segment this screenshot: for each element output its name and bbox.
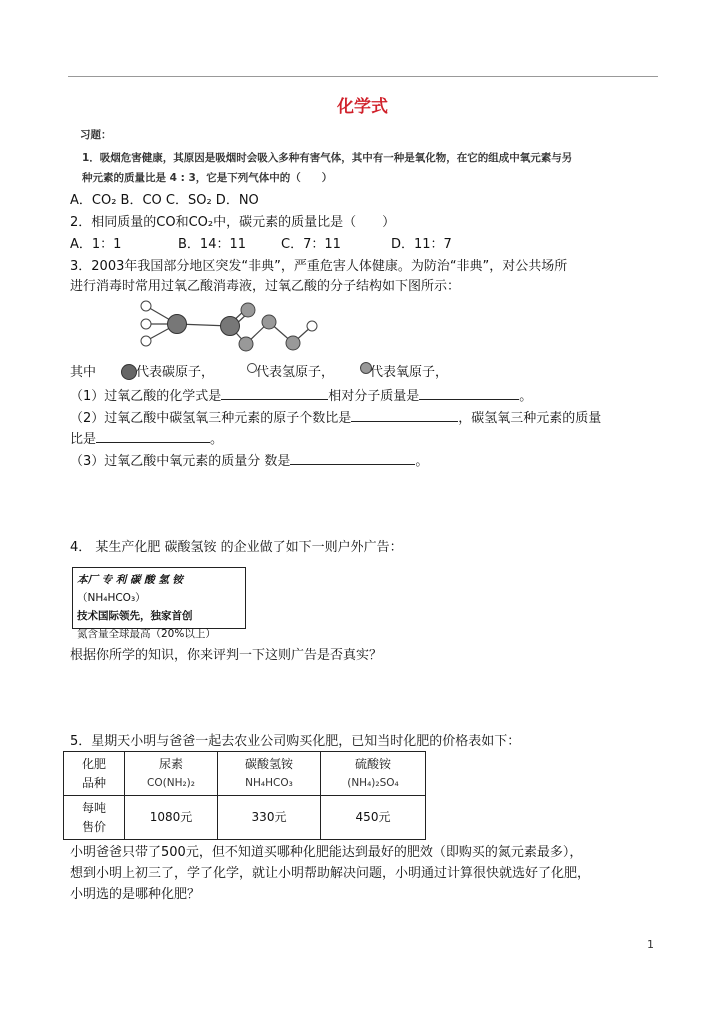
q3-sub1-formula-label: （1）过氧乙酸的化学式是: [70, 389, 222, 404]
ad-line2: 技术国际领先，独家首创: [77, 610, 193, 622]
q3-sub2: [70, 408, 601, 428]
q3-legend-hydrogen: 代表氢原子，: [256, 365, 335, 380]
q3-sub2-cont: [70, 429, 223, 449]
q2-option-c: C．7：11: [281, 237, 341, 252]
table-header-ammonium-sulfate: [321, 752, 426, 796]
q1-options: A．CO₂ B．CO C．SO₂ D．NO: [70, 193, 259, 208]
q3-sub2-cont-label: 比是: [70, 432, 97, 447]
urea-name: 尿素: [158, 756, 183, 771]
molecule-structure-diagram: [130, 298, 330, 356]
q3-sub2-ratio-label: （2）过氧乙酸中碳氢氧三种元素的原子个数比是: [70, 411, 352, 426]
q2-option-a: A．1：1: [70, 237, 122, 252]
q3-sub1: [70, 386, 532, 406]
q3-sub2-end: 。: [210, 432, 224, 447]
table-header-label: [64, 752, 125, 796]
advertisement-box: [72, 567, 246, 640]
header-rule: [68, 76, 658, 77]
q1-line1: 1．吸烟危害健康，其原因是吸烟时会吸入多种有害气体，其中有一种是氧化物，在它的组成中氧元素与另: [82, 152, 573, 164]
q2-text: 2．相同质量的CO和CO₂中，碳元素的质量比是（ ）: [70, 215, 396, 230]
table-price-label: [64, 796, 125, 840]
q3-mass-ratio-blank[interactable]: [96, 429, 210, 443]
q5-line3: 小明选的是哪种化肥？: [70, 887, 201, 902]
ad-line1-formula: （NH₄HCO₃）: [77, 592, 146, 604]
q3-legend-carbon: 代表碳原子，: [136, 365, 215, 380]
sulfate-name: 硫酸铵: [354, 756, 391, 771]
q3-mass-blank[interactable]: [419, 386, 519, 400]
price-label-line1: 每吨: [81, 800, 106, 815]
q4-question: 根据你所学的知识，你来评判一下这则广告是否真实？: [70, 648, 383, 663]
q3-sub1-end: 。: [519, 389, 533, 404]
q3-oxygen-fraction-blank[interactable]: [290, 451, 415, 465]
ad-line1-text: 本厂 专 利 碳 酸 氢 铵: [77, 574, 183, 586]
q5-intro: 5．星期天小明与爸爸一起去农业公司购买化肥，已知当时化肥的价格表如下：: [70, 734, 521, 749]
header-label-line1: 化肥: [81, 756, 106, 771]
table-row: [64, 752, 426, 796]
bicarbonate-formula: NH₄HCO₃: [245, 776, 293, 789]
q5-line1: 小明爸爸只带了500元，但不知道买哪种化肥能达到最好的肥效（即购买的氮元素最多），: [70, 845, 583, 860]
q3-legend-oxygen: 代表氧原子，: [370, 365, 449, 380]
q3-formula-blank[interactable]: [221, 386, 328, 400]
price-label-line2: 售价: [81, 819, 106, 834]
urea-price: 1080元: [125, 796, 218, 840]
sulfate-price: 450元: [321, 796, 426, 840]
carbon-atom-icon: [121, 362, 137, 382]
q3-ratio-blank[interactable]: [351, 408, 458, 422]
q2-option-d: D．11：7: [391, 237, 452, 252]
q4-text: 4． 某生产化肥 碳酸氢铵 的企业做了如下一则户外广告：: [70, 540, 403, 555]
q3-sub3-label: （3）过氧乙酸中氧元素的质量分 数是: [70, 454, 291, 469]
q2-option-b: B．14：11: [178, 237, 247, 252]
sulfate-formula: (NH₄)₂SO₄: [347, 776, 399, 789]
q3-sub2-mass-label: ，碳氢氧三种元素的质量: [458, 411, 602, 426]
q3-legend-prefix: 其中: [70, 365, 97, 380]
table-header-ammonium-bicarbonate: [218, 752, 321, 796]
bicarbonate-name: 碳酸氢铵: [244, 756, 293, 771]
q5-line2: 想到小明上初三了，学了化学，就让小明帮助解决问题，小明通过计算很快就选好了化肥，: [70, 866, 591, 881]
q3-sub3-end: 。: [415, 454, 429, 469]
section-label: 习题：: [80, 129, 112, 141]
q3-sub1-mass-label: 相对分子质量是: [328, 389, 420, 404]
ad-line3: 氮含量全球最高（20%以上）: [77, 628, 216, 640]
q1-line2: 种元素的质量比是 4 : 3，它是下列气体中的（ ）: [82, 172, 333, 184]
page-number: 1: [647, 938, 654, 951]
table-header-urea: [125, 752, 218, 796]
q3-sub3: [70, 451, 428, 471]
header-label-line2: 品种: [81, 775, 106, 790]
urea-formula: CO(NH₂)₂: [147, 776, 195, 789]
fertilizer-price-table: [63, 751, 426, 840]
table-row: [64, 796, 426, 840]
q3-line1: 3．2003年我国部分地区突发“非典”，严重危害人体健康。为防治“非典”，对公共场所: [70, 259, 568, 274]
page-title: 化学式: [337, 97, 388, 117]
bicarbonate-price: 330元: [218, 796, 321, 840]
q3-line2: 进行消毒时常用过氧乙酸消毒液，过氧乙酸的分子结构如下图所示：: [70, 279, 461, 294]
